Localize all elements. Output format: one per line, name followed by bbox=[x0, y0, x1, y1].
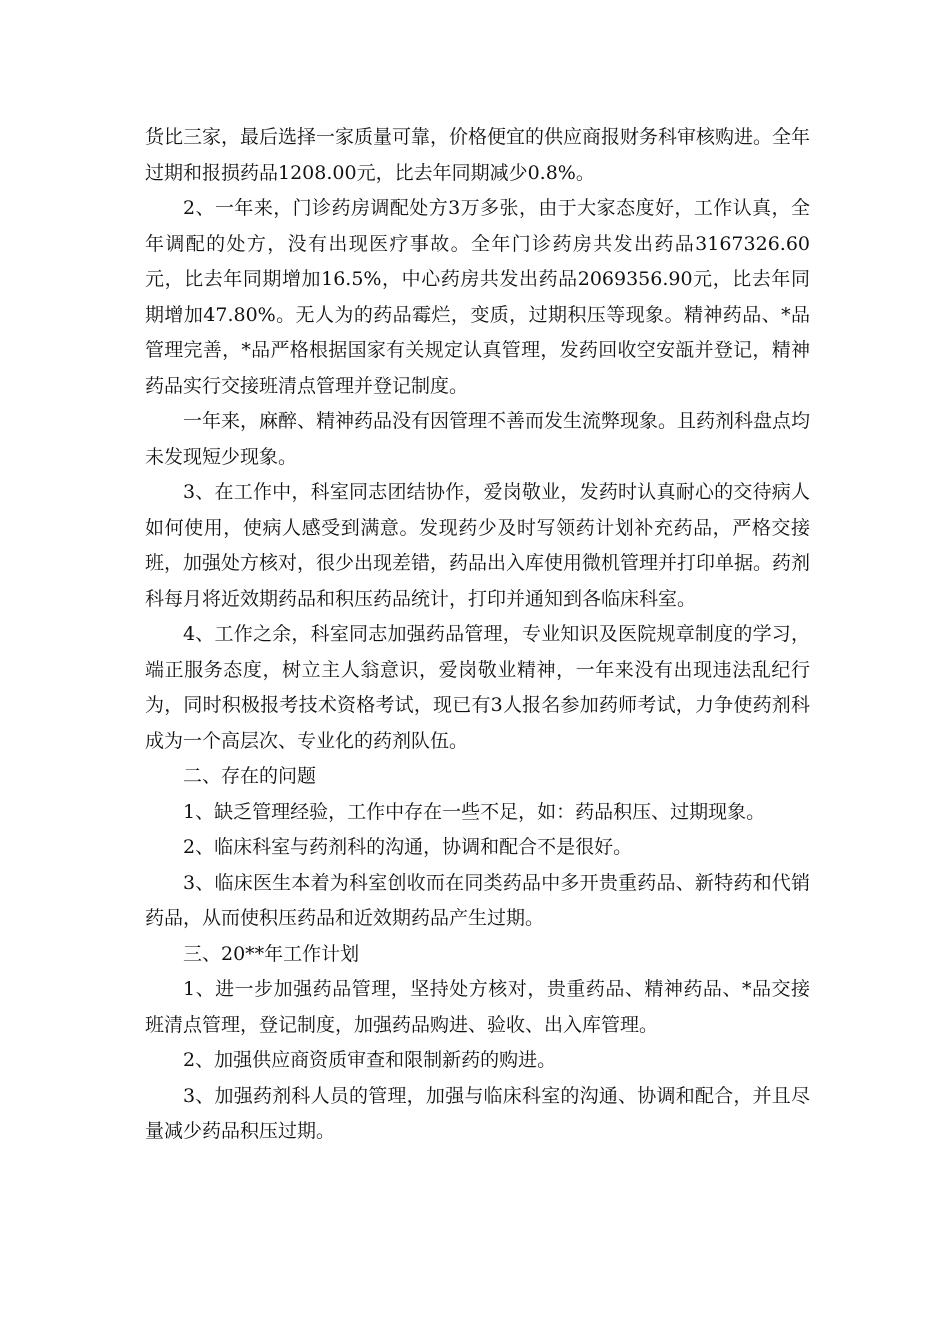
paragraph-item-4: 4、工作之余，科室同志加强药品管理，专业知识及医院规章制度的学习，端正服务态度，树立主人翁意识，爱岗敬业精神，一年来没有出现违法乱纪行为，同时积极报考技术资格考试，现已有3人报名参加药师考试，力争使药剂科成为一个高层次、专业化的药剂队伍。 bbox=[145, 623, 810, 752]
paragraph-narcotics-note: 一年来，麻醉、精神药品没有因管理不善而发生流弊现象。且药剂科盘点均未发现短少现象。 bbox=[145, 410, 811, 468]
paragraph-continuation: 货比三家，最后选择一家质量可靠，价格便宜的供应商报财务科审核购进。全年过期和报损药品1208.00元，比去年同期减少0.8%。 bbox=[145, 126, 811, 184]
problem-item-3: 3、临床医生本着为科室创收而在同类药品中多开贵重药品、新特药和代销药品，从而使积压药品和近效期药品产生过期。 bbox=[145, 871, 810, 929]
paragraph-item-3: 3、在工作中，科室同志团结协作，爱岗敬业，发药时认真耐心的交待病人如何使用，使病人感受到满意。发现药少及时写领药计划补充药品，严格交接班，加强处方核对，很少出现差错，药品出入库使用微机管理并打印单据。药剂科每月将近效期药品和积压药品统计，打印并通知到各临床科室。 bbox=[145, 481, 811, 610]
plan-item-2: 2、加强供应商资质审查和限制新药的购进。 bbox=[183, 1049, 557, 1071]
plan-item-1: 1、进一步加强药品管理，坚持处方核对，贵重药品、精神药品、*品交接班清点管理，登记制度，加强药品购进、验收、出入库管理。 bbox=[145, 978, 810, 1036]
plan-item-3: 3、加强药剂科人员的管理，加强与临床科室的沟通、协调和配合，并且尽量减少药品积压过期。 bbox=[145, 1084, 810, 1142]
document-body bbox=[145, 120, 810, 1150]
paragraph-item-2: 2、一年来，门诊药房调配处方3万多张，由于大家态度好，工作认真，全年调配的处方，没有出现医疗事故。全年门诊药房共发出药品3167326.60元，比去年同期增加16.5%，中心药房共发出药品2069356.90元，比去年同期增加47.80%。无人为的药品霉烂，变质，过期积压等现象。精神药品、*品管理完善，*品严格根据国家有关规定认真管理，发药回收空安瓿并登记，精神药品实行交接班清点管理并登记制度。 bbox=[145, 197, 810, 397]
problem-item-1: 1、缺乏管理经验，工作中存在一些不足，如：药品积压、过期现象。 bbox=[183, 800, 766, 823]
section-heading-problems: 二、存在的问题 bbox=[183, 765, 317, 787]
section-heading-plan: 三、20**年工作计划 bbox=[183, 942, 360, 965]
problem-item-2: 2、临床科室与药剂科的沟通，协调和配合不是很好。 bbox=[183, 836, 633, 858]
